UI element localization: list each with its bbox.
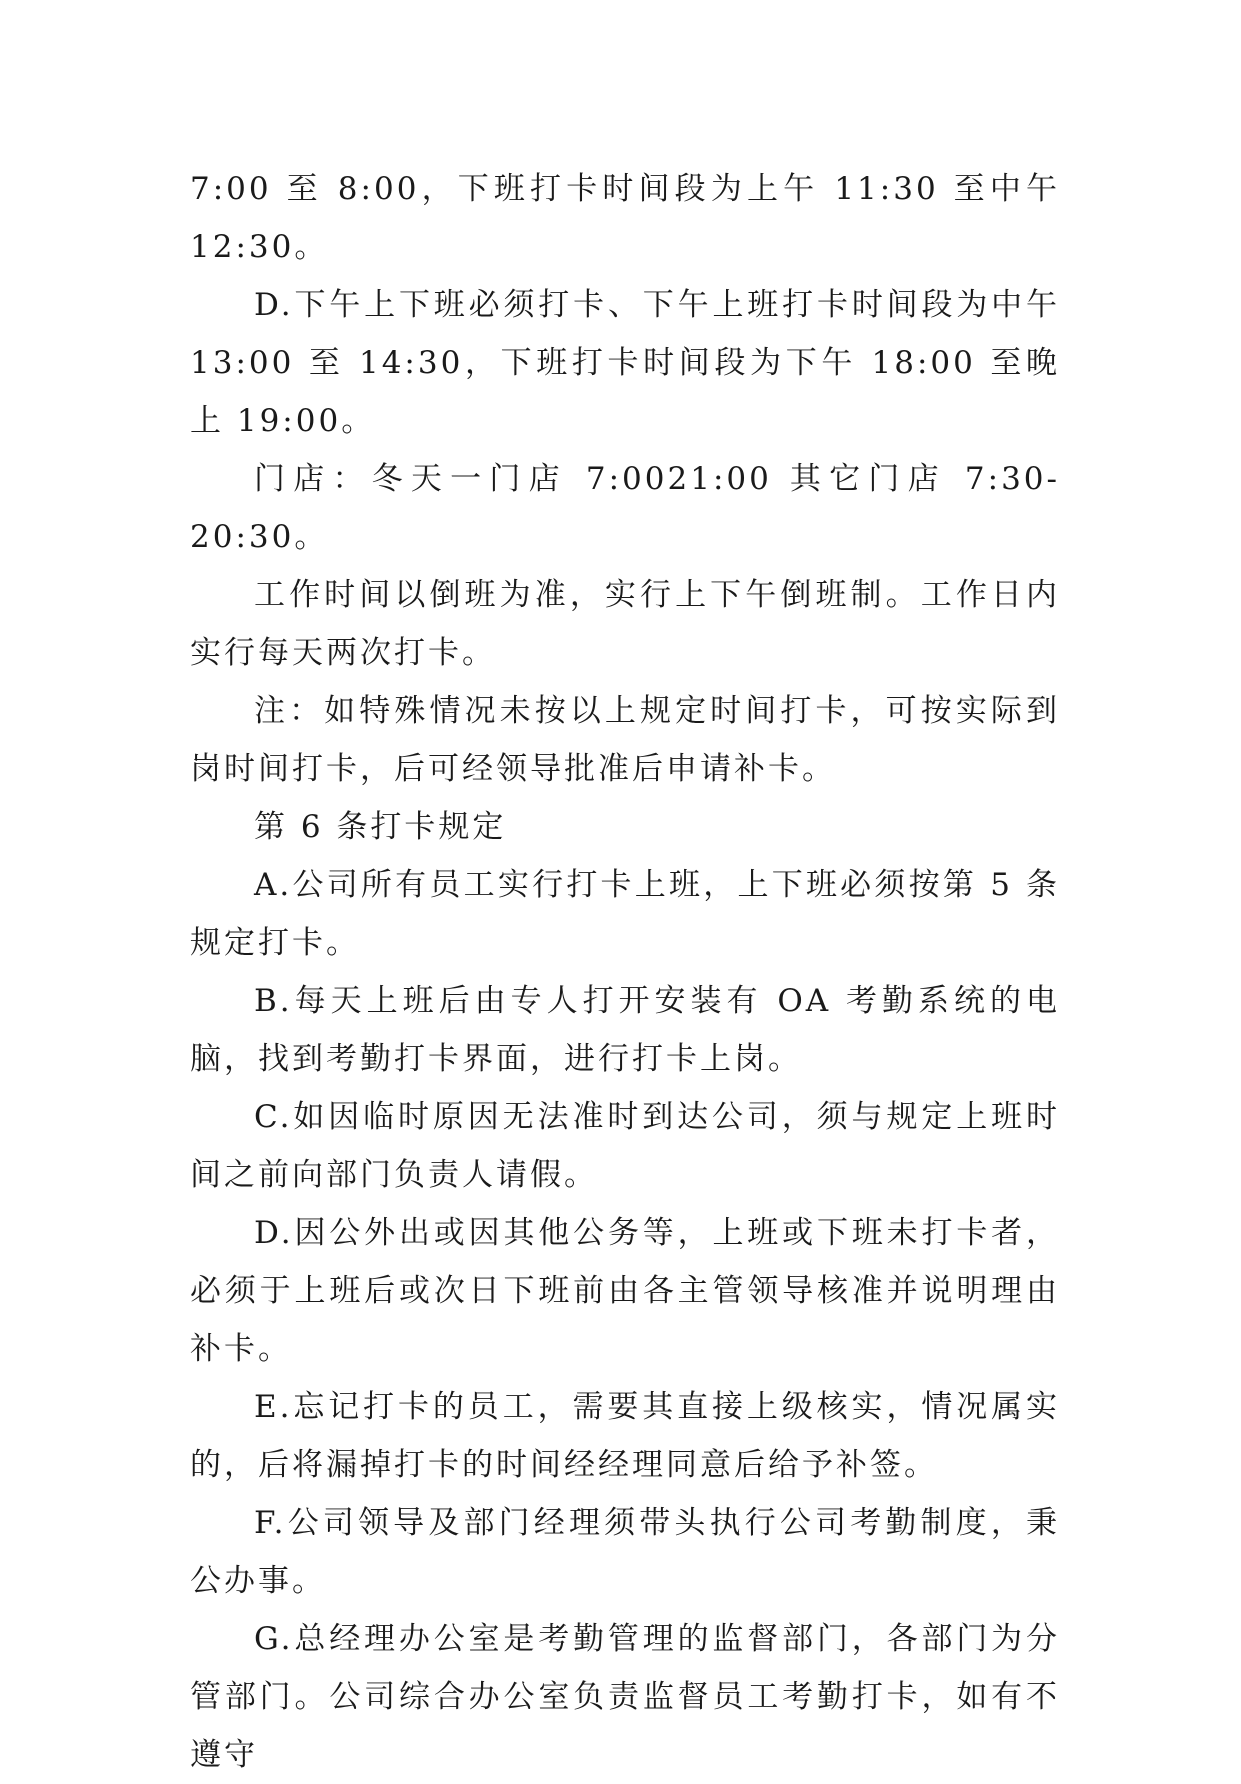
paragraph-afternoon-clock: D.下午上下班必须打卡、下午上班打卡时间段为中午 13:00 至 14:30，下班打卡时间段为下午 18:00 至晚上 19:00。 [190,287,1060,439]
paragraph-shift-work: 工作时间以倒班为准，实行上下午倒班制。工作日内实行每天两次打卡。 [190,577,1060,671]
paragraph-rule-f: F.公司领导及部门经理须带头执行公司考勤制度，秉公办事。 [190,1505,1060,1599]
document-body [190,160,1060,1784]
paragraph-rule-g: G.总经理办公室是考勤管理的监督部门，各部门为分管部门。公司综合办公室负责监督员工考勤打卡，如有不遵守 [190,1621,1060,1773]
paragraph-rule-c: C.如因临时原因无法准时到达公司，须与规定上班时间之前向部门负责人请假。 [190,1099,1060,1193]
paragraph-note: 注：如特殊情况未按以上规定时间打卡，可按实际到岗时间打卡，后可经领导批准后申请补卡。 [190,693,1060,787]
paragraph-rule-b: B.每天上班后由专人打开安装有 OA 考勤系统的电脑，找到考勤打卡界面，进行打卡上岗。 [190,983,1060,1077]
paragraph-store-hours: 门店：冬天一门店 7:0021:00 其它门店 7:30-20:30。 [190,461,1060,555]
section-heading: 第 6 条打卡规定 [254,809,507,845]
paragraph-rule-e: E.忘记打卡的员工，需要其直接上级核实，情况属实的，后将漏掉打卡的时间经经理同意后给予补签。 [190,1389,1060,1483]
paragraph-continuation: 7:00 至 8:00，下班打卡时间段为上午 11:30 至中午 12:30。 [190,171,1060,265]
paragraph-rule-a: A.公司所有员工实行打卡上班，上下班必须按第 5 条规定打卡。 [190,867,1060,961]
paragraph-rule-d: D.因公外出或因其他公务等，上班或下班未打卡者，必须于上班后或次日下班前由各主管领导核准并说明理由补卡。 [190,1215,1060,1367]
